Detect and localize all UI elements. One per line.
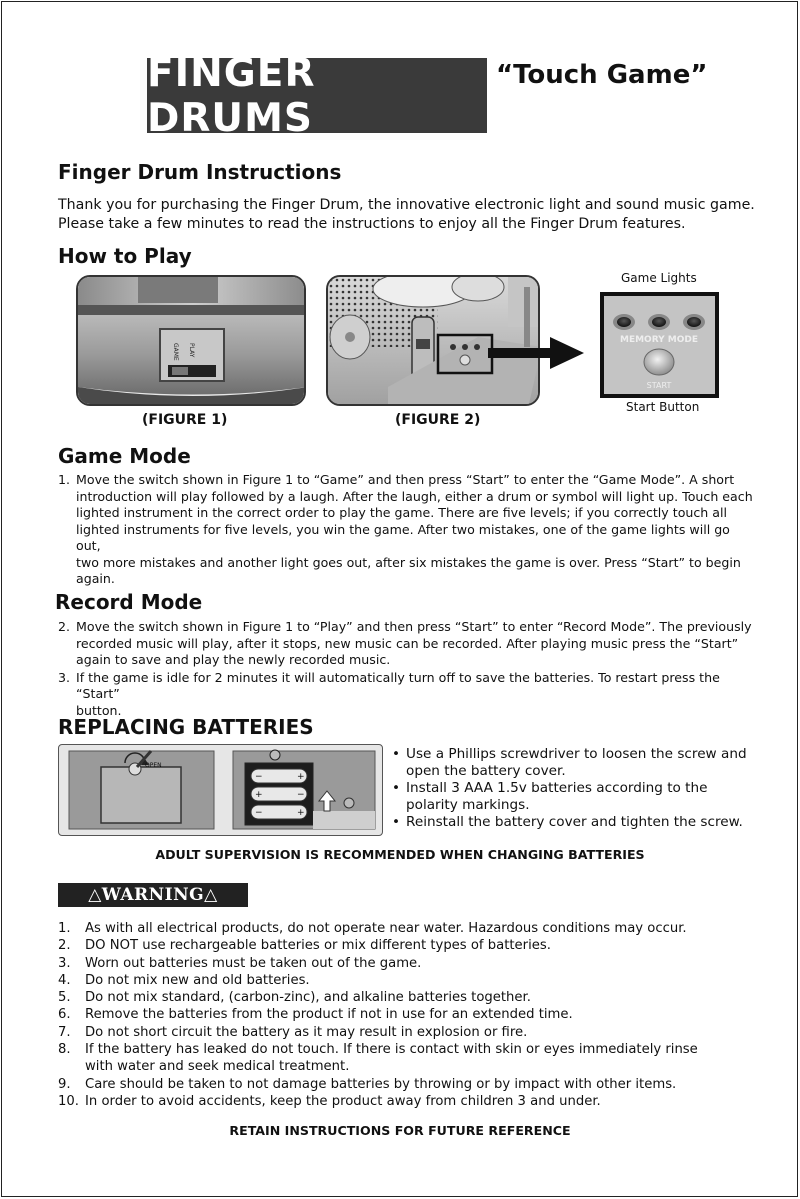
- svg-text:−: −: [255, 808, 263, 818]
- start-text: START: [646, 381, 672, 390]
- item-line: polarity markings.: [406, 797, 530, 813]
- replacing-batteries-heading: REPLACING BATTERIES: [58, 715, 314, 739]
- list-item: [58, 937, 758, 954]
- how-to-play-heading: How to Play: [58, 244, 192, 268]
- item-line: open the battery cover.: [406, 763, 566, 779]
- list-item: [58, 1093, 758, 1110]
- item-number: 1.: [58, 921, 71, 936]
- game-mode-list: [58, 472, 758, 589]
- switch-label-play: PLAY: [188, 343, 195, 358]
- list-item: [392, 780, 752, 814]
- item-number: 3.: [58, 669, 71, 685]
- battery-compartment-illustration: [59, 745, 381, 834]
- item-line: DO NOT use rechargeable batteries or mix different types of batteries.: [85, 938, 551, 954]
- item-number: 7.: [58, 1024, 71, 1040]
- finger-drums-logo: [147, 50, 487, 141]
- list-item: [58, 955, 758, 972]
- arrow-right-icon: [488, 337, 584, 369]
- item-line: If the game is idle for 2 minutes it will automatically turn off to save the batteries. To restart press the “Start”: [76, 669, 720, 701]
- list-item: [58, 972, 758, 989]
- game-lights-panel: [604, 296, 715, 394]
- item-line: Move the switch shown in Figure 1 to “Game” and then press “Start” to enter the “Game Mode”. A short: [76, 472, 735, 487]
- mode-word: Mode: [140, 590, 203, 614]
- list-item: [392, 814, 752, 831]
- switch-illustration: [78, 277, 306, 406]
- battery-illustration-frame: [58, 744, 383, 836]
- item-line: Worn out batteries must be taken out of the game.: [85, 955, 422, 971]
- item-line: Remove the batteries from the product if not in use for an extended time.: [85, 1007, 573, 1023]
- record-mode-list: [58, 619, 758, 720]
- svg-text:−: −: [297, 790, 305, 800]
- item-line: • Install 3 AAA 1.5v batteries according to the: [406, 780, 708, 796]
- battery-instructions-list: [392, 746, 752, 831]
- item-number: 6.: [58, 1007, 71, 1023]
- list-item: [58, 1006, 758, 1023]
- record-mode-heading: [55, 590, 202, 614]
- game-lights-label: Game Lights: [621, 271, 697, 285]
- item-number: 5.: [58, 990, 71, 1006]
- list-item: [58, 920, 758, 937]
- item-number: 1.: [58, 472, 71, 487]
- list-item: [58, 1024, 758, 1041]
- item-line: introduction will play followed by a laugh. After the laugh, either a drum or symbol will light up. Touch each: [76, 488, 753, 504]
- item-line: recorded music will play, after it stops, new music can be recorded. After playing music press the “Start”: [76, 635, 739, 651]
- item-number: 10.: [58, 1093, 79, 1109]
- item-line: Do not mix standard, (carbon-zinc), and alkaline batteries together.: [85, 990, 531, 1006]
- item-line: If the battery has leaked do not touch. If there is contact with skin or eyes immediately rinse: [85, 1042, 698, 1058]
- list-item: [58, 1076, 758, 1093]
- item-line: two more mistakes and another light goes out, after six mistakes the game is over. Press “Start” to begin: [76, 554, 741, 570]
- svg-text:+: +: [297, 772, 305, 782]
- svg-text:−: −: [255, 772, 263, 782]
- touch-game-subtitle: “Touch Game”: [496, 60, 708, 90]
- item-line: • Reinstall the battery cover and tighten the screw.: [406, 814, 743, 830]
- svg-text:+: +: [297, 808, 305, 818]
- item-number: 2.: [58, 938, 71, 954]
- open-label: OPEN: [145, 762, 162, 769]
- figure-1-image: [76, 275, 306, 406]
- item-line: Do not mix new and old batteries.: [85, 972, 310, 988]
- item-line: Care should be taken to not damage batteries by throwing or by impact with other items.: [85, 1076, 677, 1092]
- list-item: [58, 1041, 758, 1076]
- game-panel-zoom: [600, 292, 719, 398]
- svg-text:+: +: [255, 790, 263, 800]
- item-number: 4.: [58, 972, 71, 988]
- list-item: [58, 472, 758, 588]
- item-line: again.: [76, 571, 115, 586]
- item-line: lighted instrument in the correct order to play the game. There are five levels; if you correctly touch all: [76, 505, 728, 520]
- item-line: Do not short circuit the battery as it may result in explosion or fire.: [85, 1024, 528, 1040]
- item-number: 8.: [58, 1042, 71, 1058]
- item-line: lighted instruments for five levels, you win the game. After two mistakes, one of the game lights will go out,: [76, 521, 730, 553]
- figure-1-caption: (FIGURE 1): [142, 412, 228, 428]
- list-item: [58, 619, 758, 669]
- intro-line-1: Thank you for purchasing the Finger Drum, the innovative electronic light and sound music game.: [58, 197, 755, 213]
- figure-2-caption: (FIGURE 2): [395, 412, 481, 428]
- record-word: Record: [55, 590, 134, 614]
- item-number: 9.: [58, 1076, 71, 1092]
- start-button-label: Start Button: [626, 400, 700, 414]
- retain-instructions-notice: RETAIN INSTRUCTIONS FOR FUTURE REFERENCE: [229, 1123, 571, 1138]
- item-line: with water and seek medical treatment.: [85, 1059, 350, 1075]
- item-line: In order to avoid accidents, keep the product away from children 3 and under.: [85, 1093, 601, 1109]
- warning-banner: △WARNING△: [58, 883, 248, 907]
- logo-text: FINGER DRUMS: [147, 50, 316, 141]
- item-number: 2.: [58, 619, 71, 634]
- intro-line-2: Please take a few minutes to read the instructions to enjoy all the Finger Drum features.: [58, 216, 686, 232]
- adult-supervision-notice: ADULT SUPERVISION IS RECOMMENDED WHEN CHANGING BATTERIES: [155, 847, 645, 862]
- warning-list: [58, 920, 758, 1110]
- item-number: 3.: [58, 955, 71, 971]
- list-item: [58, 670, 758, 720]
- item-line: button.: [76, 702, 122, 718]
- list-item: [392, 746, 752, 780]
- item-line: As with all electrical products, do not operate near water. Hazardous conditions may occur.: [85, 921, 687, 936]
- item-line: • Use a Phillips screwdriver to loosen the screw and: [406, 746, 747, 762]
- item-line: again to save and play the newly recorded music.: [76, 652, 391, 667]
- game-mode-heading: Game Mode: [58, 444, 191, 468]
- list-item: [58, 989, 758, 1006]
- instructions-heading: Finger Drum Instructions: [58, 160, 342, 184]
- memory-mode-text: MEMORY MODE: [619, 335, 699, 345]
- item-line: Move the switch shown in Figure 1 to “Play” and then press “Start” to enter “Record Mode”. The previously: [76, 619, 752, 634]
- switch-label-game: GAME: [172, 343, 179, 361]
